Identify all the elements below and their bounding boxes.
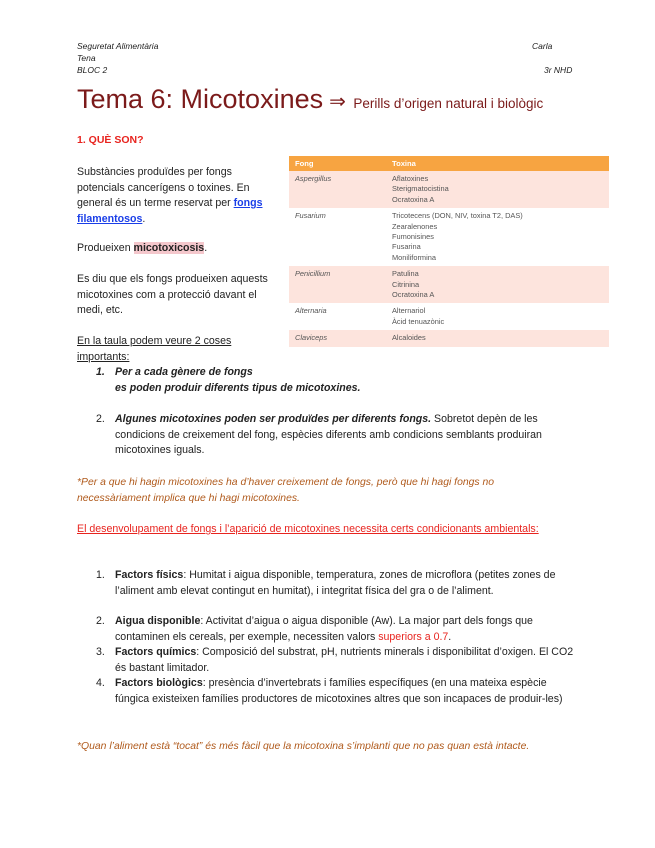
table-row <box>289 303 609 330</box>
toxin-item: Ocratoxina A <box>392 290 435 300</box>
point-2-text <box>115 412 580 459</box>
definition-end: . <box>142 212 146 225</box>
point-1 <box>96 365 576 397</box>
factor-3-desc: : Composició del substrat, pH, nutrients minerals i disponibilitat d’oxigen. El CO2 és bastant limitador. <box>115 646 574 674</box>
point-2 <box>96 412 580 460</box>
table-body <box>289 171 609 347</box>
table-cell-fong: Penicillium <box>289 266 386 303</box>
table-cell-toxines <box>386 303 609 330</box>
table-row <box>289 266 609 303</box>
toxin-item: Sterigmatocistina <box>392 184 449 194</box>
toxin-item: Aflatoxines <box>392 174 429 183</box>
factor-biologics <box>96 676 580 723</box>
title-subtitle: Perills d’origen natural i biològic <box>353 96 544 111</box>
note-aliment-tocat: *Quan l’aliment està “tocat” és més fàcil que la micotoxina s’implanti que no pas quan està intacte. <box>77 741 530 752</box>
table-cell-fong: Claviceps <box>289 330 386 346</box>
factor-2-number: 2. <box>96 615 105 627</box>
toxin-item: Fusarina <box>392 242 421 252</box>
point-1-line2: es poden produir diferents tipus de micotoxines. <box>115 382 361 394</box>
toxin-item: Tricotecens (DON, NIV, toxina T2, DAS) <box>392 211 523 221</box>
paragraph-definition <box>77 165 277 227</box>
factor-3-number: 3. <box>96 646 105 658</box>
factor-3-text <box>115 645 580 676</box>
table-cell-fong: Alternaria <box>289 303 386 330</box>
toxin-item: Moniliformina <box>392 252 436 262</box>
factor-2-desc: : Activitat d’aigua o aigua disponible (Aw). La major part dels fongs que contaminen els cereals, per exemple, necessiten valors <box>115 615 533 643</box>
factor-2-end: . <box>448 630 452 643</box>
table-header-fong: Fong <box>289 156 386 171</box>
factor-4-text <box>115 676 580 707</box>
point-2-bold: Algunes micotoxines poden ser produïdes per diferents fongs. <box>115 413 432 425</box>
table-row <box>289 330 609 346</box>
factor-4-desc: : presència d’invertebrats i famílies específiques (en una mateixa espècie fúngica existeixen famílies productores de micotoxines altres que son incapaces de produir-les) <box>115 677 563 705</box>
section-heading: 1. QUÈ SON? <box>77 134 144 146</box>
factor-1-number: 1. <box>96 569 105 581</box>
conditions-intro: El desenvolupament de fongs i l’aparició de micotoxines necessita certs condicionants ambientals: <box>77 523 539 535</box>
table-cell-fong: Fusarium <box>289 208 386 266</box>
micotoxicosis-text: Produeixen <box>77 242 134 254</box>
toxin-item: Zearalenones <box>392 221 438 231</box>
table-cell-toxines <box>386 171 609 208</box>
micotoxicosis-end: . <box>204 242 208 254</box>
point-2-rest: Sobretot depèn de les condicions de creixement del fong, espècies diferents amb condicions semblants produiran micotoxines iguals. <box>115 413 542 456</box>
toxin-item: Alcaloides <box>392 333 426 343</box>
page-title <box>77 82 543 121</box>
highlight-micotoxicosis: micotoxicosis <box>133 242 205 254</box>
toxin-item: Citrinina <box>392 279 420 289</box>
point-2-number: 2. <box>96 413 105 425</box>
factor-aigua <box>96 614 580 646</box>
point-1-line1: Per a cada gènere de fongs <box>115 366 253 378</box>
factor-4-label: Factors biològics <box>115 677 203 689</box>
point-1-number: 1. <box>96 366 105 378</box>
definition-text: Substàncies produïdes per fongs potencials cancerígens o toxines. En general és un terme reservat per <box>77 166 250 209</box>
toxin-item: Alternariol <box>392 306 426 316</box>
toxin-item: Àcid tenuazònic <box>392 316 445 326</box>
table-cell-toxines <box>386 208 609 266</box>
header-group: 3r NHD <box>544 65 573 75</box>
header-author: Carla <box>532 41 553 51</box>
table-cell-toxines <box>386 330 609 346</box>
factor-2-label: Aigua disponible <box>115 615 201 627</box>
title-main: Tema 6: Micotoxines <box>77 84 324 114</box>
factor-1-desc: : Humitat i aigua disponible, temperatura, zones de microflora (petites zones de l’aliment amb elevat contingut en humitat), i integritat física del gra o de l’aliment. <box>115 569 556 597</box>
factor-1-text <box>115 568 580 599</box>
arrow-icon: ⇒ <box>329 91 346 113</box>
factor-1-label: Factors físics <box>115 569 184 581</box>
toxin-item: Ocratoxina A <box>392 194 435 204</box>
factor-3-label: Factors químics <box>115 646 197 658</box>
table-header-toxina: Toxina <box>386 156 609 171</box>
paragraph-taula-intro: En la taula podem veure 2 coses importants: <box>77 335 232 363</box>
table-cell-fong: Aspergillus <box>289 171 386 208</box>
paragraph-micotoxicosis <box>77 241 277 257</box>
factor-4-number: 4. <box>96 677 105 689</box>
factor-fisics <box>96 568 580 615</box>
factor-2-text <box>115 614 580 645</box>
toxin-table <box>289 156 609 347</box>
header-bloc: BLOC 2 <box>77 65 108 75</box>
table-row <box>289 171 609 208</box>
header-left <box>77 40 158 76</box>
table-cell-toxines <box>386 266 609 303</box>
table-row <box>289 208 609 266</box>
factor-2-highlight: superiors a 0.7 <box>378 630 449 643</box>
paragraph-proteccio: Es diu que els fongs produeixen aquests micotoxines com a protecció davant el medi, etc. <box>77 273 268 316</box>
highlight-fongs-filamentosos: fongs filamentosos <box>77 197 263 225</box>
header-subject: Seguretat Alimentària <box>77 41 159 51</box>
header-name: Tena <box>77 53 96 63</box>
note-micotoxines: *Per a que hi hagin micotoxines ha d’haver creixement de fongs, però que hi hagi fongs no necessàriament implica que hi hagi micotoxines. <box>77 477 495 504</box>
toxin-item: Fumonisines <box>392 232 434 242</box>
toxin-item: Patulina <box>392 269 419 279</box>
factor-quimics <box>96 645 580 677</box>
